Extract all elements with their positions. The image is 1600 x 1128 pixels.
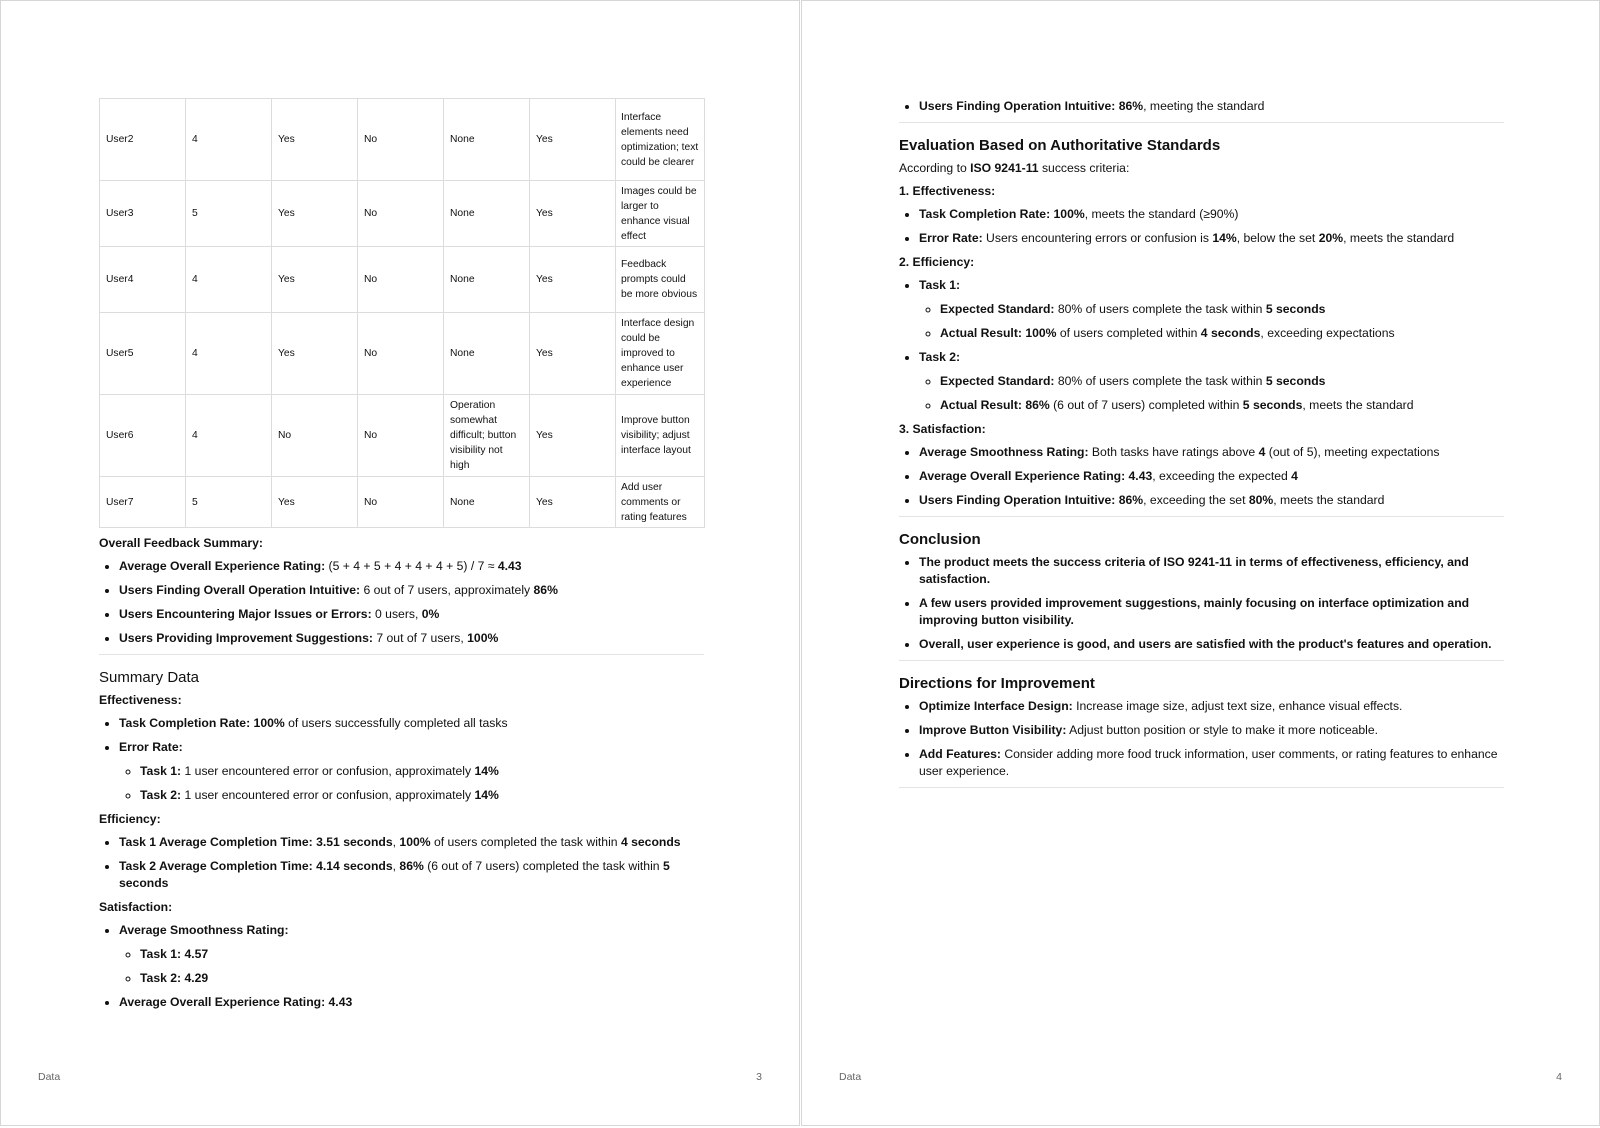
item-text: , below the set — [1236, 231, 1319, 245]
list-item — [919, 698, 1504, 715]
item-text: , meets the standard — [1302, 398, 1414, 412]
item-text: 7 out of 7 users, — [372, 631, 468, 645]
improvement-list — [899, 698, 1504, 780]
divider — [899, 787, 1504, 788]
intro-text: success criteria: — [1038, 161, 1130, 175]
document-page-3 — [0, 0, 800, 1126]
item-label: Task 2: 4.29 — [140, 971, 209, 985]
table-cell-user: User4 — [100, 247, 186, 313]
list-item — [919, 595, 1504, 629]
summary-data-heading: Summary Data — [99, 669, 200, 686]
table-cell: Yes — [272, 181, 358, 247]
table-cell: None — [444, 247, 530, 313]
list-item — [140, 787, 704, 804]
table-cell: No — [358, 313, 444, 395]
table-cell-score: 4 — [186, 395, 272, 477]
effectiveness-heading: Effectiveness: — [99, 693, 182, 707]
item-text: (6 out of 7 users) completed within — [1049, 398, 1243, 412]
evaluation-heading: Evaluation Based on Authoritative Standards — [899, 137, 1221, 154]
list-item — [919, 746, 1504, 780]
table-cell: Yes — [272, 477, 358, 528]
item-label: Average Overall Experience Rating: — [119, 559, 326, 573]
item-label: Users Finding Operation Intuitive: 86% — [919, 493, 1144, 507]
overall-feedback-list — [99, 558, 704, 647]
item-value: 20% — [1318, 231, 1344, 245]
overall-feedback-heading: Overall Feedback Summary: — [99, 536, 263, 550]
item-value: 80% — [1248, 493, 1274, 507]
efficiency-heading: 2. Efficiency: — [899, 255, 975, 269]
table-cell: None — [444, 313, 530, 395]
divider — [99, 654, 704, 655]
item-value: 4 — [1258, 445, 1266, 459]
item-text: , meeting the standard — [1143, 99, 1265, 113]
page-content — [99, 98, 704, 1018]
item-label: Optimize Interface Design: — [919, 699, 1073, 713]
item-label: Users Encountering Major Issues or Errors: — [119, 607, 372, 621]
document-page-4 — [801, 0, 1600, 1126]
footer-title: Data — [839, 1071, 862, 1083]
item-value: 5 seconds — [1242, 398, 1303, 412]
satisfaction-list — [99, 922, 704, 1011]
table-cell: No — [358, 477, 444, 528]
efficiency-heading: Efficiency: — [99, 812, 161, 826]
list-item — [940, 301, 1504, 318]
list-item — [140, 763, 704, 780]
item-label: Average Overall Experience Rating: 4.43 — [919, 469, 1153, 483]
table-cell-user: User6 — [100, 395, 186, 477]
item-text: , exceeding the expected — [1152, 469, 1292, 483]
table-row — [100, 477, 705, 528]
task2-sublist — [919, 373, 1504, 414]
divider — [899, 516, 1504, 517]
item-text: , exceeding expectations — [1260, 326, 1395, 340]
intro-standard: ISO 9241-11 — [970, 161, 1039, 175]
item-text: , meets the standard — [1273, 493, 1385, 507]
list-item — [919, 492, 1504, 509]
table-cell: No — [358, 99, 444, 181]
list-item — [919, 722, 1504, 739]
list-item — [919, 277, 1504, 342]
item-value: 0% — [421, 607, 440, 621]
item-text: 0 users, — [371, 607, 422, 621]
list-item — [119, 922, 704, 987]
item-text: , exceeding the set — [1143, 493, 1249, 507]
table-cell-score: 5 — [186, 181, 272, 247]
list-item — [940, 325, 1504, 342]
table-row — [100, 313, 705, 395]
item-value: 4 seconds — [1200, 326, 1261, 340]
table-row — [100, 99, 705, 181]
item-value: 5 seconds — [1265, 302, 1326, 316]
table-cell-user: User7 — [100, 477, 186, 528]
item-label: Task 2 Average Completion Time: 4.14 seconds — [119, 859, 393, 873]
item-text: (5 + 4 + 5 + 4 + 4 + 4 + 5) / 7 ≈ — [325, 559, 498, 573]
table-cell-user: User2 — [100, 99, 186, 181]
table-cell-feedback: Feedback prompts could be more obvious — [616, 247, 705, 313]
item-text: Both tasks have ratings above — [1088, 445, 1259, 459]
table-cell-feedback: Interface design could be improved to enhance user experience — [616, 313, 705, 395]
table-cell-user: User3 — [100, 181, 186, 247]
item-text: of users completed within — [1056, 326, 1201, 340]
item-label: Task 1: 4.57 — [140, 947, 209, 961]
item-value: 4 seconds — [620, 835, 681, 849]
item-text: 80% of users complete the task within — [1054, 302, 1266, 316]
item-text: of users completed the task within — [430, 835, 621, 849]
list-item — [140, 970, 704, 987]
item-text: , — [392, 859, 400, 873]
item-value: 100% — [253, 716, 285, 730]
page-number: 3 — [756, 1071, 762, 1083]
item-label: Average Smoothness Rating: — [119, 923, 289, 937]
list-item — [119, 558, 704, 575]
item-text: , meets the standard — [1343, 231, 1455, 245]
table-cell: None — [444, 99, 530, 181]
item-value: 5 seconds — [1265, 374, 1326, 388]
table-cell: Yes — [530, 99, 616, 181]
item-text: , meets the standard (≥90%) — [1084, 207, 1239, 221]
satisfaction-list — [899, 444, 1504, 509]
table-cell: None — [444, 477, 530, 528]
item-label: Average Smoothness Rating: — [919, 445, 1089, 459]
item-label: Task Completion Rate: — [119, 716, 251, 730]
table-row — [100, 247, 705, 313]
item-label: Error Rate: — [119, 740, 183, 754]
item-text: Users encountering errors or confusion is — [982, 231, 1213, 245]
user-feedback-table — [99, 98, 705, 528]
item-label: Users Providing Improvement Suggestions: — [119, 631, 373, 645]
item-value: 4.43 — [497, 559, 522, 573]
list-item — [919, 349, 1504, 414]
list-item — [119, 994, 704, 1011]
list-item — [119, 606, 704, 623]
item-value: 86% — [533, 583, 558, 597]
item-label: Users Finding Operation Intuitive: 86% — [919, 99, 1144, 113]
table-cell: No — [272, 395, 358, 477]
table-cell-score: 4 — [186, 313, 272, 395]
evaluation-intro — [899, 160, 1504, 177]
error-rate-sublist — [119, 763, 704, 804]
table-cell: Yes — [272, 99, 358, 181]
efficiency-list — [99, 834, 704, 892]
table-cell: None — [444, 181, 530, 247]
list-item — [919, 206, 1504, 223]
item-label: Actual Result: 86% — [940, 398, 1050, 412]
table-cell-score: 5 — [186, 477, 272, 528]
page-content — [899, 98, 1504, 802]
divider — [899, 122, 1504, 123]
item-text: The product meets the success criteria of ISO 9241-11 in terms of effectiveness, efficiency, and satisfaction. — [919, 555, 1469, 586]
list-item — [940, 397, 1504, 414]
item-label: Task 2: — [140, 788, 182, 802]
item-value: 86% — [399, 859, 424, 873]
item-text: A few users provided improvement suggestions, mainly focusing on interface optimization and improving button visibility. — [919, 596, 1470, 627]
item-label: Task 1 Average Completion Time: 3.51 seconds — [119, 835, 393, 849]
table-cell-feedback: Add user comments or rating features — [616, 477, 705, 528]
item-value: 4 — [1291, 469, 1298, 483]
item-label: Task Completion Rate: 100% — [919, 207, 1085, 221]
list-item — [119, 630, 704, 647]
table-cell-score: 4 — [186, 99, 272, 181]
list-item — [119, 858, 704, 892]
item-value: 14% — [474, 764, 499, 778]
intro-text: According to — [899, 161, 971, 175]
table-cell-feedback: Images could be larger to enhance visual effect — [616, 181, 705, 247]
item-label: Actual Result: 100% — [940, 326, 1057, 340]
table-cell: Yes — [530, 313, 616, 395]
item-text: 1 user encountered error or confusion, approximately — [181, 764, 475, 778]
table-cell-user: User5 — [100, 313, 186, 395]
table-row — [100, 395, 705, 477]
table-cell-feedback: Interface elements need optimization; text could be clearer — [616, 99, 705, 181]
list-item — [119, 582, 704, 599]
item-label: Expected Standard: — [940, 374, 1055, 388]
footer-title: Data — [38, 1071, 61, 1083]
table-cell: No — [358, 181, 444, 247]
list-item — [919, 98, 1504, 115]
smoothness-sublist — [119, 946, 704, 987]
conclusion-list — [899, 554, 1504, 653]
efficiency-list — [899, 277, 1504, 414]
table-cell-score: 4 — [186, 247, 272, 313]
item-label: Error Rate: — [919, 231, 983, 245]
item-value: 100% — [399, 835, 431, 849]
item-label: Users Finding Overall Operation Intuitive: — [119, 583, 361, 597]
item-label: Task 1: — [140, 764, 182, 778]
item-text: Consider adding more food truck information, user comments, or rating features to enhance user experience. — [919, 747, 1498, 778]
carryover-list — [899, 98, 1504, 115]
table-cell: Yes — [530, 477, 616, 528]
item-value: 100% — [467, 631, 499, 645]
list-item — [140, 946, 704, 963]
item-value: 5 seconds — [119, 859, 670, 890]
table-cell: No — [358, 395, 444, 477]
effectiveness-heading: 1. Effectiveness: — [899, 184, 996, 198]
table-cell: Operation somewhat difficult; button visibility not high — [444, 395, 530, 477]
item-label: Task 2: — [919, 350, 961, 364]
item-text: Adjust button position or style to make it more noticeable. — [1066, 723, 1379, 737]
table-cell: Yes — [530, 395, 616, 477]
satisfaction-heading: 3. Satisfaction: — [899, 422, 986, 436]
item-text: Increase image size, adjust text size, enhance visual effects. — [1072, 699, 1403, 713]
table-cell: Yes — [272, 247, 358, 313]
item-label: Improve Button Visibility: — [919, 723, 1067, 737]
task1-sublist — [919, 301, 1504, 342]
improvement-heading: Directions for Improvement — [899, 675, 1095, 692]
item-text: of users successfully completed all tasks — [284, 716, 508, 730]
list-item — [119, 834, 704, 851]
list-item — [919, 636, 1504, 653]
item-text: (6 out of 7 users) completed the task within — [423, 859, 663, 873]
item-text: (out of 5), meeting expectations — [1265, 445, 1440, 459]
page-number: 4 — [1556, 1071, 1562, 1083]
divider — [899, 660, 1504, 661]
item-label: Expected Standard: — [940, 302, 1055, 316]
table-cell: Yes — [530, 181, 616, 247]
list-item — [119, 715, 704, 732]
effectiveness-list — [899, 206, 1504, 247]
item-label: Task 1: — [919, 278, 961, 292]
list-item — [119, 739, 704, 804]
list-item — [919, 444, 1504, 461]
table-cell: Yes — [530, 247, 616, 313]
item-label: Average Overall Experience Rating: 4.43 — [119, 995, 353, 1009]
table-cell: No — [358, 247, 444, 313]
satisfaction-heading: Satisfaction: — [99, 900, 173, 914]
table-row — [100, 181, 705, 247]
item-label: Add Features: — [919, 747, 1001, 761]
item-text: Overall, user experience is good, and users are satisfied with the product's features and operation. — [919, 637, 1492, 651]
item-value: 14% — [474, 788, 499, 802]
item-value: 14% — [1212, 231, 1237, 245]
table-cell: Yes — [272, 313, 358, 395]
item-text: 80% of users complete the task within — [1054, 374, 1266, 388]
list-item — [919, 554, 1504, 588]
table-cell-feedback: Improve button visibility; adjust interface layout — [616, 395, 705, 477]
item-text: 1 user encountered error or confusion, approximately — [181, 788, 475, 802]
list-item — [919, 230, 1504, 247]
effectiveness-list — [99, 715, 704, 804]
conclusion-heading: Conclusion — [899, 531, 981, 548]
item-text: , — [392, 835, 400, 849]
list-item — [940, 373, 1504, 390]
item-text: 6 out of 7 users, approximately — [360, 583, 534, 597]
list-item — [919, 468, 1504, 485]
